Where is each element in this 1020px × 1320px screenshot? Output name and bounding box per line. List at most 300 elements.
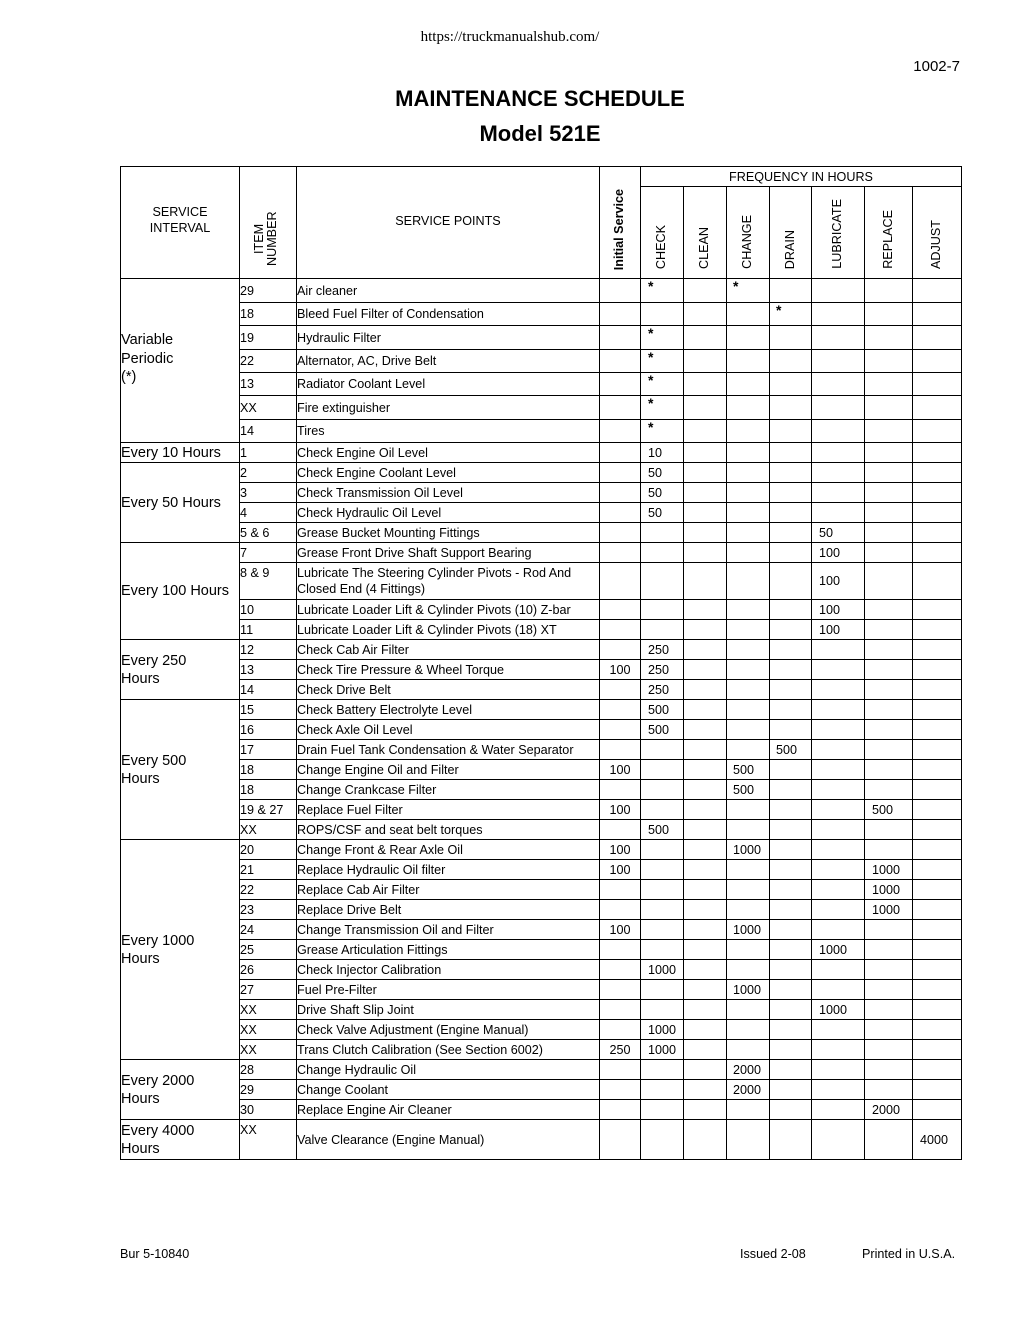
initial-service-value [600,700,641,720]
service-interval-label: Every 4000 Hours [121,1122,195,1157]
clean-value [684,920,727,940]
initial-service-value: 100 [600,800,641,820]
service-interval-cell [121,1060,240,1120]
initial-service-value [600,1060,641,1080]
item-number: 5 & 6 [240,523,297,543]
service-point: Grease Articulation Fittings [297,940,600,960]
clean-value [684,880,727,900]
table-row [121,760,962,780]
initial-service-value [600,820,641,840]
item-number: 22 [240,350,297,373]
initial-service-value: 250 [600,1040,641,1060]
service-interval-label: Every 100 Hours [121,583,229,599]
lubricate-value [812,740,865,760]
change-value [727,303,770,326]
check-value: 1000 [641,960,684,980]
drain-value: * [770,303,812,326]
adjust-value [913,900,962,920]
initial-service-value: 100 [600,760,641,780]
clean-value [684,503,727,523]
check-value [641,1080,684,1100]
adjust-value [913,980,962,1000]
service-interval-cell [121,543,240,640]
initial-service-value [600,420,641,443]
change-value [727,960,770,980]
initial-service-value: 100 [600,840,641,860]
adjust-value [913,740,962,760]
adjust-value [913,940,962,960]
change-value [727,443,770,463]
check-value [641,760,684,780]
table-row [121,900,962,920]
clean-value [684,660,727,680]
change-value [727,373,770,396]
change-value [727,900,770,920]
check-value: 500 [641,720,684,740]
lubricate-value [812,1060,865,1080]
item-number: 18 [240,303,297,326]
table-row [121,483,962,503]
adjust-value [913,326,962,350]
lubricate-value [812,840,865,860]
adjust-value [913,523,962,543]
table-row [121,620,962,640]
check-value: 10 [641,443,684,463]
drain-value [770,483,812,503]
replace-value [865,350,913,373]
drain-value: 500 [770,740,812,760]
item-number: 18 [240,760,297,780]
check-value: 50 [641,483,684,503]
table-row [121,980,962,1000]
item-number: 29 [240,279,297,303]
adjust-value [913,543,962,563]
service-interval-label: Variable Periodic (*) [121,332,174,385]
replace-value: 1000 [865,880,913,900]
replace-value [865,920,913,940]
replace-value [865,523,913,543]
check-value [641,940,684,960]
replace-value [865,980,913,1000]
adjust-value [913,463,962,483]
initial-service-value [600,880,641,900]
service-point: Tires [297,420,600,443]
service-point: Change Hydraulic Oil [297,1060,600,1080]
item-number: 30 [240,1100,297,1120]
adjust-value [913,780,962,800]
lubricate-value: 100 [812,543,865,563]
drain-value [770,326,812,350]
change-value: * [727,279,770,303]
drain-value [770,543,812,563]
clean-value [684,563,727,600]
initial-service-value: 100 [600,920,641,940]
change-value [727,396,770,420]
check-value [641,600,684,620]
header-check [641,187,684,279]
table-row [121,840,962,860]
item-number: 18 [240,780,297,800]
initial-service-value [600,463,641,483]
lubricate-value [812,1020,865,1040]
initial-service-value [600,620,641,640]
check-value: * [641,279,684,303]
table-row [121,920,962,940]
table-row [121,960,962,980]
item-number: 27 [240,980,297,1000]
clean-value [684,1060,727,1080]
item-number: 19 & 27 [240,800,297,820]
item-number: 17 [240,740,297,760]
check-value: * [641,373,684,396]
initial-service-value [600,640,641,660]
table-row [121,543,962,563]
table-row [121,1000,962,1020]
header-item-number-label: ITEM NUMBER [252,211,280,267]
change-value: 1000 [727,840,770,860]
clean-value [684,279,727,303]
adjust-value [913,960,962,980]
lubricate-value [812,860,865,880]
lubricate-value [812,780,865,800]
adjust-value [913,800,962,820]
header-service-points [297,167,600,279]
check-value: 1000 [641,1020,684,1040]
replace-value [865,1000,913,1020]
drain-value [770,1120,812,1160]
table-row [121,523,962,543]
service-point: Grease Bucket Mounting Fittings [297,523,600,543]
clean-value [684,443,727,463]
replace-value: 1000 [865,860,913,880]
service-point: Change Coolant [297,1080,600,1100]
drain-value [770,396,812,420]
maintenance-schedule-table [120,166,962,1160]
service-point: Check Hydraulic Oil Level [297,503,600,523]
drain-value [770,373,812,396]
table-row [121,660,962,680]
replace-value [865,503,913,523]
lubricate-value [812,680,865,700]
clean-value [684,396,727,420]
change-value [727,563,770,600]
lubricate-value: 100 [812,600,865,620]
check-value: 500 [641,820,684,840]
header-service-points-label: SERVICE POINTS [395,213,501,228]
service-point: Replace Engine Air Cleaner [297,1100,600,1120]
item-number: XX [240,1040,297,1060]
service-interval-label: Every 1000 Hours [121,932,195,967]
header-frequency-label: FREQUENCY IN HOURS [729,169,873,184]
header-adjust-label: ADJUST [929,220,944,269]
clean-value [684,860,727,880]
change-value [727,600,770,620]
table-row [121,1080,962,1100]
clean-value [684,840,727,860]
clean-value [684,940,727,960]
replace-value [865,760,913,780]
lubricate-value [812,463,865,483]
adjust-value [913,1100,962,1120]
replace-value [865,720,913,740]
drain-value [770,920,812,940]
clean-value [684,740,727,760]
replace-value [865,700,913,720]
drain-value [770,760,812,780]
item-number: 20 [240,840,297,860]
replace-value [865,780,913,800]
service-interval-cell [121,840,240,1060]
page-title: MAINTENANCE SCHEDULE [395,86,685,111]
adjust-value [913,600,962,620]
footer-doc-code: Bur 5-10840 [120,1247,190,1261]
change-value [727,420,770,443]
service-interval-label: Every 250 Hours [121,652,187,687]
drain-value [770,1060,812,1080]
check-value [641,860,684,880]
table-row [121,680,962,700]
item-number: 16 [240,720,297,740]
initial-service-value [600,1080,641,1100]
item-number: 26 [240,960,297,980]
lubricate-value [812,920,865,940]
change-value [727,740,770,760]
item-number: 25 [240,940,297,960]
initial-service-value [600,483,641,503]
change-value [727,350,770,373]
initial-service-value [600,350,641,373]
check-value [641,840,684,860]
initial-service-value [600,303,641,326]
check-value [641,620,684,640]
lubricate-value [812,820,865,840]
service-point: Change Transmission Oil and Filter [297,920,600,940]
header-drain-label: DRAIN [782,229,797,269]
drain-value [770,800,812,820]
header-frequency [641,167,962,187]
item-number: 4 [240,503,297,523]
change-value [727,720,770,740]
service-point: Valve Clearance (Engine Manual) [297,1120,600,1160]
table-row [121,373,962,396]
check-value [641,1100,684,1120]
drain-value [770,840,812,860]
table-row [121,640,962,660]
header-service-interval-label: SERVICE INTERVAL [149,204,211,235]
initial-service-value [600,780,641,800]
lubricate-value [812,443,865,463]
drain-value [770,980,812,1000]
clean-value [684,780,727,800]
adjust-value [913,373,962,396]
initial-service-value [600,740,641,760]
change-value [727,640,770,660]
lubricate-value [812,350,865,373]
item-number: 8 & 9 [240,563,297,600]
clean-value [684,303,727,326]
initial-service-value [600,720,641,740]
check-value: * [641,350,684,373]
lubricate-value [812,640,865,660]
replace-value [865,1080,913,1100]
lubricate-value [812,503,865,523]
item-number: 24 [240,920,297,940]
change-value: 1000 [727,980,770,1000]
adjust-value [913,860,962,880]
table-row [121,800,962,820]
clean-value [684,373,727,396]
adjust-value [913,660,962,680]
lubricate-value: 1000 [812,1000,865,1020]
table-row [121,396,962,420]
service-point: Replace Drive Belt [297,900,600,920]
service-interval-label: Every 50 Hours [121,494,221,511]
schedule-body [121,279,962,1160]
drain-value [770,523,812,543]
item-number: 28 [240,1060,297,1080]
check-value: * [641,396,684,420]
adjust-value [913,303,962,326]
replace-value [865,680,913,700]
replace-value [865,463,913,483]
table-row [121,600,962,620]
item-number: 10 [240,600,297,620]
drain-value [770,960,812,980]
service-point: Check Battery Electrolyte Level [297,700,600,720]
header-drain [770,187,812,279]
service-point: Check Engine Coolant Level [297,463,600,483]
change-value [727,860,770,880]
service-point: Check Engine Oil Level [297,443,600,463]
check-value [641,563,684,600]
replace-value [865,420,913,443]
clean-value [684,543,727,563]
change-value [727,463,770,483]
change-value [727,503,770,523]
initial-service-value [600,1020,641,1040]
adjust-value [913,760,962,780]
replace-value [865,600,913,620]
replace-value [865,326,913,350]
lubricate-value [812,483,865,503]
lubricate-value [812,660,865,680]
service-interval-label: Every 10 Hours [121,444,221,461]
service-interval-cell [121,640,240,700]
check-value: * [641,420,684,443]
adjust-value [913,443,962,463]
clean-value [684,980,727,1000]
replace-value [865,1060,913,1080]
table-row [121,700,962,720]
service-point: Lubricate The Steering Cylinder Pivots - Rod And Closed End (4 Fittings) [297,563,600,600]
change-value [727,680,770,700]
initial-service-value [600,523,641,543]
header-change [727,187,770,279]
drain-value [770,940,812,960]
item-number: 23 [240,900,297,920]
table-row [121,420,962,443]
replace-value [865,620,913,640]
service-point: Lubricate Loader Lift & Cylinder Pivots (18) XT [297,620,600,640]
item-number: XX [240,1020,297,1040]
item-number: 2 [240,463,297,483]
adjust-value [913,503,962,523]
service-point: Check Tire Pressure & Wheel Torque [297,660,600,680]
clean-value [684,620,727,640]
header-service-interval [121,167,240,279]
replace-value: 2000 [865,1100,913,1120]
initial-service-value [600,600,641,620]
change-value: 2000 [727,1080,770,1100]
initial-service-value: 100 [600,660,641,680]
drain-value [770,1020,812,1040]
page-subtitle: Model 521E [479,121,601,146]
lubricate-value [812,980,865,1000]
drain-value [770,620,812,640]
table-row [121,1060,962,1080]
adjust-value [913,563,962,600]
check-value [641,880,684,900]
change-value [727,1100,770,1120]
drain-value [770,600,812,620]
header-lubricate [812,187,865,279]
replace-value [865,396,913,420]
lubricate-value [812,303,865,326]
service-point: Lubricate Loader Lift & Cylinder Pivots (10) Z-bar [297,600,600,620]
service-point: Check Cab Air Filter [297,640,600,660]
drain-value [770,420,812,443]
adjust-value [913,680,962,700]
lubricate-value [812,760,865,780]
lubricate-value [812,800,865,820]
change-value: 1000 [727,920,770,940]
service-interval-label: Every 500 Hours [121,752,187,787]
adjust-value [913,620,962,640]
initial-service-value [600,1000,641,1020]
service-point: Air cleaner [297,279,600,303]
lubricate-value [812,720,865,740]
check-value [641,980,684,1000]
service-point: Check Axle Oil Level [297,720,600,740]
drain-value [770,1100,812,1120]
drain-value [770,880,812,900]
clean-value [684,523,727,543]
service-point: Hydraulic Filter [297,326,600,350]
lubricate-value [812,700,865,720]
clean-value [684,350,727,373]
service-point: Change Front & Rear Axle Oil [297,840,600,860]
service-point: Alternator, AC, Drive Belt [297,350,600,373]
change-value: 2000 [727,1060,770,1080]
clean-value [684,960,727,980]
replace-value [865,443,913,463]
drain-value [770,660,812,680]
item-number: 14 [240,680,297,700]
initial-service-value: 100 [600,860,641,880]
service-interval-label: Every 2000 Hours [121,1072,195,1107]
check-value: 50 [641,503,684,523]
service-point: Check Transmission Oil Level [297,483,600,503]
header-clean [684,187,727,279]
check-value: 250 [641,660,684,680]
replace-value: 500 [865,800,913,820]
change-value: 500 [727,780,770,800]
table-row [121,860,962,880]
replace-value [865,1040,913,1060]
check-value: 250 [641,640,684,660]
adjust-value [913,483,962,503]
initial-service-value [600,279,641,303]
